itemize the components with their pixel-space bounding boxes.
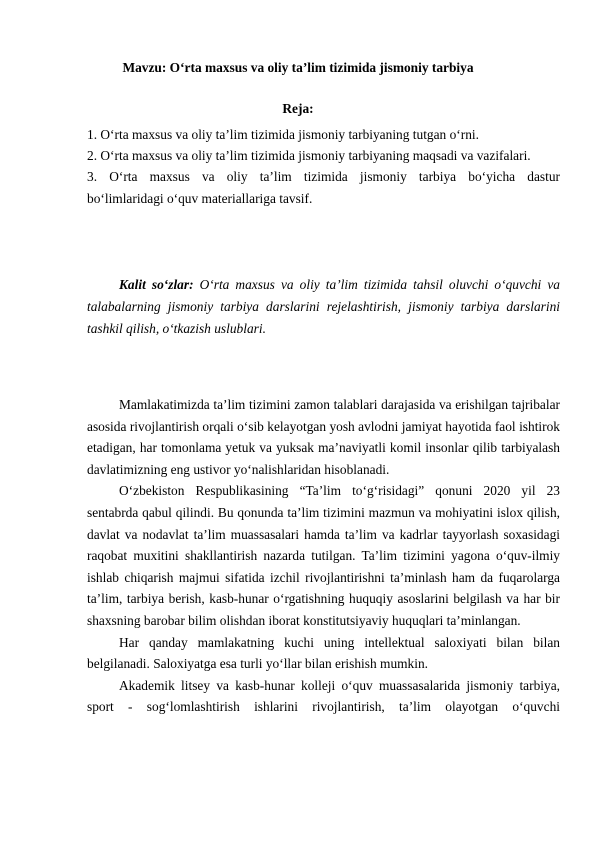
body-paragraph: Mamlakatimizda ta’lim tizimini zamon talablari darajasida va erishilgan tajribalar asosida rivojlantirish orqali o‘sib kelayotgan yosh avlodni jamiyat hayotida faol ishtirok etadigan, har tomonlama yetuk va yuksak ma’naviyatli komil insonlar qilib tarbiyalash davlatimizning eng ustivor yo‘nalishlaridan hisoblanadi. (87, 397, 560, 477)
body-text (87, 394, 560, 718)
keywords-label: Kalit so‘zlar: (119, 277, 194, 292)
body-paragraph: Har qanday mamlakatning kuchi uning intellektual saloxiyati bilan bilan belgilanadi. Saloxiyatga esa turli yo‘llar bilan erishish mumkin. (87, 634, 560, 672)
plan-list (87, 124, 560, 209)
keywords-text: O‘rta maxsus va oliy ta’lim tizimida tahsil oluvchi o‘quvchi va talabalarning jismoniy tarbiya darslarini rejelashtirish, jismoniy tarbiya darslarini tashkil qilish, o‘tkazish uslublari. (87, 277, 560, 336)
body-paragraph: Akademik litsey va kasb-hunar kolleji o‘quv muassasalarida jismoniy tarbiya, sport - sog‘lomlashtirish ishlarini rivojlantirish, ta’lim olayotgan o‘quvchi (87, 677, 560, 715)
plan-item-line: 3. O‘rta maxsus va oliy ta’lim tizimida jismoniy tarbiya bo‘yicha dastur (87, 169, 560, 184)
keywords-paragraph (87, 274, 560, 339)
plan-heading: Reja: (282, 101, 314, 116)
document-title: Mavzu: O‘rta maxsus va oliy ta’lim tizimida jismoniy tarbiya (122, 60, 474, 75)
plan-item-line: bo‘limlaridagi o‘quv materiallariga tavsif. (87, 190, 313, 206)
plan-item: 2. O‘rta maxsus va oliy ta’lim tizimida jismoniy tarbiyaning maqsadi va vazifalari. (87, 148, 531, 163)
body-paragraph: O‘zbekiston Respublikasining “Ta’lim to‘g‘risidagi” qonuni 2020 yil 23 sentabrda qabul qilindi. Bu qonunda ta’lim tizimini mazmun va mohiyatini islox qilish, davlat va nodavlat ta’lim muassasalari hamda ta’lim va kadrlar tayyorlash soxasidagi raqobat muxitini shakllantirish nazarda tutilgan. Ta’lim tizimini yagona o‘quv-ilmiy ishlab chiqarish majmui sifatida izchil rivojlantirishni ta’minlash ham da fuqarolarga ta’lim, tarbiya berish, kasb-hunar o‘rgatishning huquqiy asoslarini belgilash va har bir shaxsning barobar bilim olishdan iborat konstitutsiyaviy huquqlari ta’minlangan. (87, 483, 560, 628)
plan-item (87, 166, 560, 209)
plan-item: 1. O‘rta maxsus va oliy ta’lim tizimida jismoniy tarbiyaning tutgan o‘rni. (87, 127, 479, 142)
